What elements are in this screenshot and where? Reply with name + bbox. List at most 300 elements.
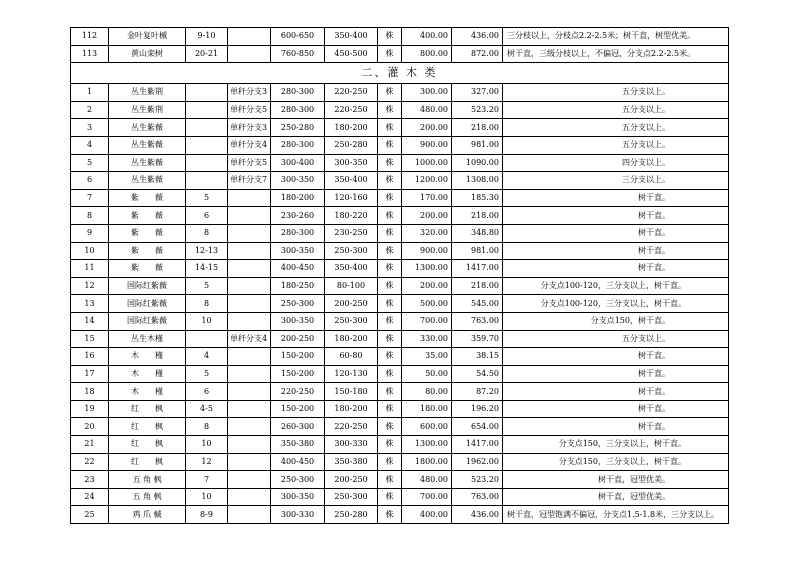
cell-diameter: 5 <box>186 277 228 295</box>
cell-price: 480.00 <box>402 101 452 119</box>
cell-note: 树干直。 <box>503 400 729 418</box>
cell-diameter: 7 <box>186 471 228 489</box>
cell-diameter: 6 <box>186 383 228 401</box>
cell-note: 分支点100-120，三分支以上，树干直。 <box>503 295 729 313</box>
cell-name: 国际红紫薇 <box>109 277 186 295</box>
cell-branch <box>228 260 271 278</box>
table-row <box>71 418 729 436</box>
cell-no: 13 <box>71 295 109 313</box>
cell-no: 14 <box>71 312 109 330</box>
cell-no: 4 <box>71 136 109 154</box>
cell-price-total: 1090.00 <box>452 154 503 172</box>
cell-price-total: 196.20 <box>452 400 503 418</box>
cell-branch <box>228 418 271 436</box>
cell-name: 丛生紫荆 <box>109 84 186 102</box>
cell-note: 五分支以上。 <box>503 136 729 154</box>
cell-price-total: 654.00 <box>452 418 503 436</box>
cell-crown: 180-200 <box>325 330 378 348</box>
table-row <box>71 436 729 454</box>
cell-name: 紫 薇 <box>109 224 186 242</box>
cell-branch <box>228 277 271 295</box>
cell-price-total: 87.20 <box>452 383 503 401</box>
cell-price: 80.00 <box>402 383 452 401</box>
cell-crown: 180-200 <box>325 119 378 137</box>
cell-branch: 单秆分支3 <box>228 84 271 102</box>
cell-no: 22 <box>71 453 109 471</box>
cell-crown: 250-300 <box>325 312 378 330</box>
table-row <box>71 260 729 278</box>
cell-diameter <box>186 101 228 119</box>
cell-note: 四分支以上。 <box>503 154 729 172</box>
cell-crown: 200-250 <box>325 295 378 313</box>
cell-crown: 220-250 <box>325 84 378 102</box>
cell-branch <box>228 506 271 524</box>
cell-name: 五 角 枫 <box>109 488 186 506</box>
cell-diameter: 8 <box>186 295 228 313</box>
cell-branch <box>228 471 271 489</box>
cell-no: 113 <box>71 45 109 63</box>
cell-height: 350-380 <box>271 436 325 454</box>
cell-no: 21 <box>71 436 109 454</box>
cell-note: 五分支以上。 <box>503 119 729 137</box>
cell-no: 1 <box>71 84 109 102</box>
cell-name: 丛生紫薇 <box>109 172 186 190</box>
cell-price: 50.00 <box>402 365 452 383</box>
cell-price: 1000.00 <box>402 154 452 172</box>
cell-height: 260-300 <box>271 418 325 436</box>
cell-crown: 80-100 <box>325 277 378 295</box>
cell-crown: 300-330 <box>325 436 378 454</box>
cell-height: 150-200 <box>271 400 325 418</box>
cell-height: 150-200 <box>271 365 325 383</box>
section-header-group <box>71 63 729 84</box>
cell-no: 15 <box>71 330 109 348</box>
table-row <box>71 224 729 242</box>
cell-no: 3 <box>71 119 109 137</box>
cell-name: 紫 薇 <box>109 260 186 278</box>
cell-branch <box>228 312 271 330</box>
cell-price: 180.00 <box>402 400 452 418</box>
cell-diameter: 10 <box>186 312 228 330</box>
cell-unit: 株 <box>378 207 402 225</box>
cell-height: 280-300 <box>271 84 325 102</box>
cell-no: 2 <box>71 101 109 119</box>
cell-branch: 单秆分支4 <box>228 330 271 348</box>
cell-branch: 单秆分支3 <box>228 119 271 137</box>
cell-price: 480.00 <box>402 471 452 489</box>
cell-height: 300-350 <box>271 488 325 506</box>
cell-price-total: 359.70 <box>452 330 503 348</box>
cell-note: 分支点150，三分支以上，树干直。 <box>503 453 729 471</box>
price-table <box>70 27 729 524</box>
cell-crown: 200-250 <box>325 471 378 489</box>
cell-crown: 180-220 <box>325 207 378 225</box>
cell-unit: 株 <box>378 224 402 242</box>
cell-height: 300-350 <box>271 242 325 260</box>
table-row <box>71 45 729 63</box>
cell-diameter: 8-9 <box>186 506 228 524</box>
table-row <box>71 136 729 154</box>
cell-crown: 120-130 <box>325 365 378 383</box>
table-top-rows <box>71 28 729 63</box>
cell-note: 三分枝以上，分枝点2.2-2.5米；树干直，树型优美。 <box>503 28 729 46</box>
cell-branch <box>228 436 271 454</box>
cell-price-total: 1417.00 <box>452 260 503 278</box>
table-body-rows <box>71 84 729 524</box>
cell-unit: 株 <box>378 28 402 46</box>
cell-unit: 株 <box>378 400 402 418</box>
table-row <box>71 383 729 401</box>
cell-name: 金叶复叶槭 <box>109 28 186 46</box>
table-row <box>71 28 729 46</box>
cell-diameter: 8 <box>186 418 228 436</box>
cell-note: 五分支以上。 <box>503 101 729 119</box>
cell-diameter: 5 <box>186 365 228 383</box>
cell-price: 320.00 <box>402 224 452 242</box>
cell-crown: 220-250 <box>325 418 378 436</box>
cell-name: 国际红紫薇 <box>109 312 186 330</box>
cell-unit: 株 <box>378 365 402 383</box>
cell-unit: 株 <box>378 506 402 524</box>
cell-name: 红 枫 <box>109 400 186 418</box>
cell-name: 五 角 枫 <box>109 471 186 489</box>
cell-unit: 株 <box>378 136 402 154</box>
cell-note: 树干直。 <box>503 365 729 383</box>
cell-height: 300-350 <box>271 312 325 330</box>
cell-name: 丛生紫荆 <box>109 101 186 119</box>
cell-branch <box>228 242 271 260</box>
cell-note: 树干直。 <box>503 189 729 207</box>
cell-crown: 350-400 <box>325 172 378 190</box>
cell-branch <box>228 400 271 418</box>
cell-height: 180-200 <box>271 189 325 207</box>
cell-branch: 单秆分支5 <box>228 101 271 119</box>
cell-height: 220-250 <box>271 383 325 401</box>
cell-diameter: 4-5 <box>186 400 228 418</box>
cell-diameter: 5 <box>186 189 228 207</box>
cell-note: 树干直。 <box>503 207 729 225</box>
cell-diameter: 20-21 <box>186 45 228 63</box>
table-row <box>71 348 729 366</box>
cell-price-total: 327.00 <box>452 84 503 102</box>
cell-price: 400.00 <box>402 506 452 524</box>
cell-unit: 株 <box>378 348 402 366</box>
cell-diameter <box>186 84 228 102</box>
cell-price-total: 523.20 <box>452 101 503 119</box>
cell-no: 16 <box>71 348 109 366</box>
cell-unit: 株 <box>378 242 402 260</box>
cell-price-total: 763.00 <box>452 488 503 506</box>
cell-name: 丛生紫薇 <box>109 136 186 154</box>
cell-no: 112 <box>71 28 109 46</box>
cell-price-total: 872.00 <box>452 45 503 63</box>
cell-diameter: 14-15 <box>186 260 228 278</box>
cell-branch <box>228 189 271 207</box>
price-table-sheet <box>70 27 729 524</box>
table-row <box>71 277 729 295</box>
cell-unit: 株 <box>378 260 402 278</box>
table-row <box>71 365 729 383</box>
cell-crown: 150-180 <box>325 383 378 401</box>
cell-unit: 株 <box>378 418 402 436</box>
cell-note: 树干直，冠型饱满不偏冠，分支点1.5-1.8米，三分支以上。 <box>503 506 729 524</box>
cell-crown: 350-400 <box>325 260 378 278</box>
table-row <box>71 172 729 190</box>
cell-height: 600-650 <box>271 28 325 46</box>
cell-no: 17 <box>71 365 109 383</box>
cell-price: 400.00 <box>402 28 452 46</box>
table-row <box>71 488 729 506</box>
cell-note: 树干直，冠型优美。 <box>503 488 729 506</box>
cell-note: 树干直。 <box>503 242 729 260</box>
cell-no: 12 <box>71 277 109 295</box>
cell-branch <box>228 207 271 225</box>
cell-crown: 300-350 <box>325 154 378 172</box>
cell-price: 700.00 <box>402 312 452 330</box>
cell-diameter: 10 <box>186 436 228 454</box>
cell-crown: 350-380 <box>325 453 378 471</box>
cell-no: 24 <box>71 488 109 506</box>
table-row <box>71 189 729 207</box>
table-row <box>71 154 729 172</box>
cell-price: 700.00 <box>402 488 452 506</box>
cell-diameter: 12-13 <box>186 242 228 260</box>
cell-note: 三分支以上。 <box>503 172 729 190</box>
cell-diameter: 9-10 <box>186 28 228 46</box>
cell-branch <box>228 488 271 506</box>
cell-height: 200-250 <box>271 330 325 348</box>
cell-crown: 220-250 <box>325 101 378 119</box>
cell-price: 35.00 <box>402 348 452 366</box>
cell-height: 250-280 <box>271 119 325 137</box>
cell-price: 1200.00 <box>402 172 452 190</box>
cell-price-total: 523.20 <box>452 471 503 489</box>
cell-note: 树干直。 <box>503 348 729 366</box>
cell-note: 分支点150，树干直。 <box>503 312 729 330</box>
cell-no: 8 <box>71 207 109 225</box>
cell-branch <box>228 295 271 313</box>
cell-crown: 120-160 <box>325 189 378 207</box>
cell-note: 树干直。 <box>503 224 729 242</box>
table-row <box>71 453 729 471</box>
cell-price-total: 218.00 <box>452 277 503 295</box>
cell-unit: 株 <box>378 436 402 454</box>
cell-note: 树干直，三级分枝以上，不偏冠，分支点2.2-2.5米。 <box>503 45 729 63</box>
cell-name: 丛生紫薇 <box>109 119 186 137</box>
cell-price: 900.00 <box>402 136 452 154</box>
cell-crown: 450-500 <box>325 45 378 63</box>
cell-price-total: 436.00 <box>452 28 503 46</box>
cell-price: 200.00 <box>402 277 452 295</box>
cell-name: 红 枫 <box>109 453 186 471</box>
cell-diameter: 4 <box>186 348 228 366</box>
cell-diameter <box>186 330 228 348</box>
cell-height: 760-850 <box>271 45 325 63</box>
cell-name: 木 槿 <box>109 383 186 401</box>
cell-branch: 单秆分支7 <box>228 172 271 190</box>
cell-no: 19 <box>71 400 109 418</box>
table-row <box>71 101 729 119</box>
cell-crown: 250-280 <box>325 506 378 524</box>
cell-name: 紫 薇 <box>109 242 186 260</box>
cell-note: 五分支以上。 <box>503 330 729 348</box>
cell-crown: 350-400 <box>325 28 378 46</box>
cell-price-total: 1417.00 <box>452 436 503 454</box>
cell-crown: 180-200 <box>325 400 378 418</box>
cell-unit: 株 <box>378 383 402 401</box>
cell-branch <box>228 224 271 242</box>
cell-price-total: 1308.00 <box>452 172 503 190</box>
cell-name: 红 枫 <box>109 418 186 436</box>
cell-no: 10 <box>71 242 109 260</box>
cell-note: 分支点150，三分支以上，树干直。 <box>503 436 729 454</box>
cell-unit: 株 <box>378 330 402 348</box>
cell-diameter: 12 <box>186 453 228 471</box>
cell-height: 300-400 <box>271 154 325 172</box>
cell-unit: 株 <box>378 189 402 207</box>
cell-price-total: 218.00 <box>452 119 503 137</box>
cell-unit: 株 <box>378 471 402 489</box>
cell-crown: 230-250 <box>325 224 378 242</box>
table-row <box>71 400 729 418</box>
cell-branch <box>228 348 271 366</box>
cell-name: 鸡 爪 槭 <box>109 506 186 524</box>
cell-unit: 株 <box>378 277 402 295</box>
table-row <box>71 506 729 524</box>
cell-height: 230-260 <box>271 207 325 225</box>
table-row <box>71 471 729 489</box>
cell-height: 150-200 <box>271 348 325 366</box>
cell-name: 丛生紫薇 <box>109 154 186 172</box>
cell-price: 1300.00 <box>402 260 452 278</box>
cell-diameter <box>186 172 228 190</box>
cell-crown: 60-80 <box>325 348 378 366</box>
cell-unit: 株 <box>378 45 402 63</box>
cell-no: 11 <box>71 260 109 278</box>
cell-crown: 250-280 <box>325 136 378 154</box>
cell-height: 250-300 <box>271 295 325 313</box>
cell-branch <box>228 28 271 46</box>
cell-crown: 250-300 <box>325 488 378 506</box>
cell-height: 300-330 <box>271 506 325 524</box>
cell-unit: 株 <box>378 453 402 471</box>
cell-diameter: 8 <box>186 224 228 242</box>
cell-no: 9 <box>71 224 109 242</box>
cell-no: 7 <box>71 189 109 207</box>
cell-no: 25 <box>71 506 109 524</box>
cell-name: 国际红紫薇 <box>109 295 186 313</box>
cell-height: 280-300 <box>271 136 325 154</box>
cell-price: 1800.00 <box>402 453 452 471</box>
cell-price-total: 38.15 <box>452 348 503 366</box>
cell-unit: 株 <box>378 154 402 172</box>
cell-note: 树干直。 <box>503 260 729 278</box>
cell-price: 300.00 <box>402 84 452 102</box>
cell-price-total: 185.30 <box>452 189 503 207</box>
cell-diameter: 10 <box>186 488 228 506</box>
cell-note: 五分支以上。 <box>503 84 729 102</box>
cell-branch <box>228 383 271 401</box>
cell-name: 木 槿 <box>109 348 186 366</box>
cell-price-total: 981.00 <box>452 136 503 154</box>
cell-diameter <box>186 136 228 154</box>
cell-height: 280-300 <box>271 224 325 242</box>
cell-name: 黄山栾树 <box>109 45 186 63</box>
cell-unit: 株 <box>378 84 402 102</box>
cell-price-total: 1962.00 <box>452 453 503 471</box>
cell-unit: 株 <box>378 172 402 190</box>
cell-name: 木 槿 <box>109 365 186 383</box>
cell-price: 500.00 <box>402 295 452 313</box>
cell-height: 280-300 <box>271 101 325 119</box>
cell-diameter: 6 <box>186 207 228 225</box>
cell-name: 红 枫 <box>109 436 186 454</box>
cell-note: 树干直。 <box>503 383 729 401</box>
cell-price: 200.00 <box>402 207 452 225</box>
cell-name: 紫 薇 <box>109 207 186 225</box>
cell-price: 330.00 <box>402 330 452 348</box>
cell-height: 400-450 <box>271 260 325 278</box>
cell-branch <box>228 365 271 383</box>
cell-price: 800.00 <box>402 45 452 63</box>
cell-crown: 250-300 <box>325 242 378 260</box>
cell-unit: 株 <box>378 312 402 330</box>
table-row <box>71 330 729 348</box>
cell-note: 树干直，冠型优美。 <box>503 471 729 489</box>
cell-diameter <box>186 154 228 172</box>
cell-unit: 株 <box>378 488 402 506</box>
cell-name: 丛生木槿 <box>109 330 186 348</box>
section-header-row <box>71 63 729 84</box>
cell-no: 6 <box>71 172 109 190</box>
cell-price-total: 981.00 <box>452 242 503 260</box>
cell-price-total: 54.50 <box>452 365 503 383</box>
cell-price: 1300.00 <box>402 436 452 454</box>
cell-height: 300-350 <box>271 172 325 190</box>
cell-note: 分支点100-120，三分支以上，树干直。 <box>503 277 729 295</box>
table-row <box>71 119 729 137</box>
cell-branch <box>228 453 271 471</box>
cell-note: 树干直。 <box>503 418 729 436</box>
cell-name: 紫 薇 <box>109 189 186 207</box>
table-row <box>71 295 729 313</box>
cell-unit: 株 <box>378 119 402 137</box>
table-row <box>71 242 729 260</box>
cell-price-total: 218.00 <box>452 207 503 225</box>
cell-no: 5 <box>71 154 109 172</box>
cell-no: 20 <box>71 418 109 436</box>
cell-diameter <box>186 119 228 137</box>
table-row <box>71 84 729 102</box>
table-row <box>71 312 729 330</box>
cell-branch: 单秆分支5 <box>228 154 271 172</box>
cell-branch <box>228 45 271 63</box>
table-row <box>71 207 729 225</box>
cell-height: 400-450 <box>271 453 325 471</box>
cell-unit: 株 <box>378 295 402 313</box>
cell-height: 250-300 <box>271 471 325 489</box>
cell-height: 180-250 <box>271 277 325 295</box>
cell-price-total: 763.00 <box>452 312 503 330</box>
cell-price-total: 348.80 <box>452 224 503 242</box>
cell-no: 23 <box>71 471 109 489</box>
cell-unit: 株 <box>378 101 402 119</box>
cell-price: 900.00 <box>402 242 452 260</box>
cell-price-total: 545.00 <box>452 295 503 313</box>
cell-no: 18 <box>71 383 109 401</box>
cell-branch: 单秆分支4 <box>228 136 271 154</box>
cell-price-total: 436.00 <box>452 506 503 524</box>
